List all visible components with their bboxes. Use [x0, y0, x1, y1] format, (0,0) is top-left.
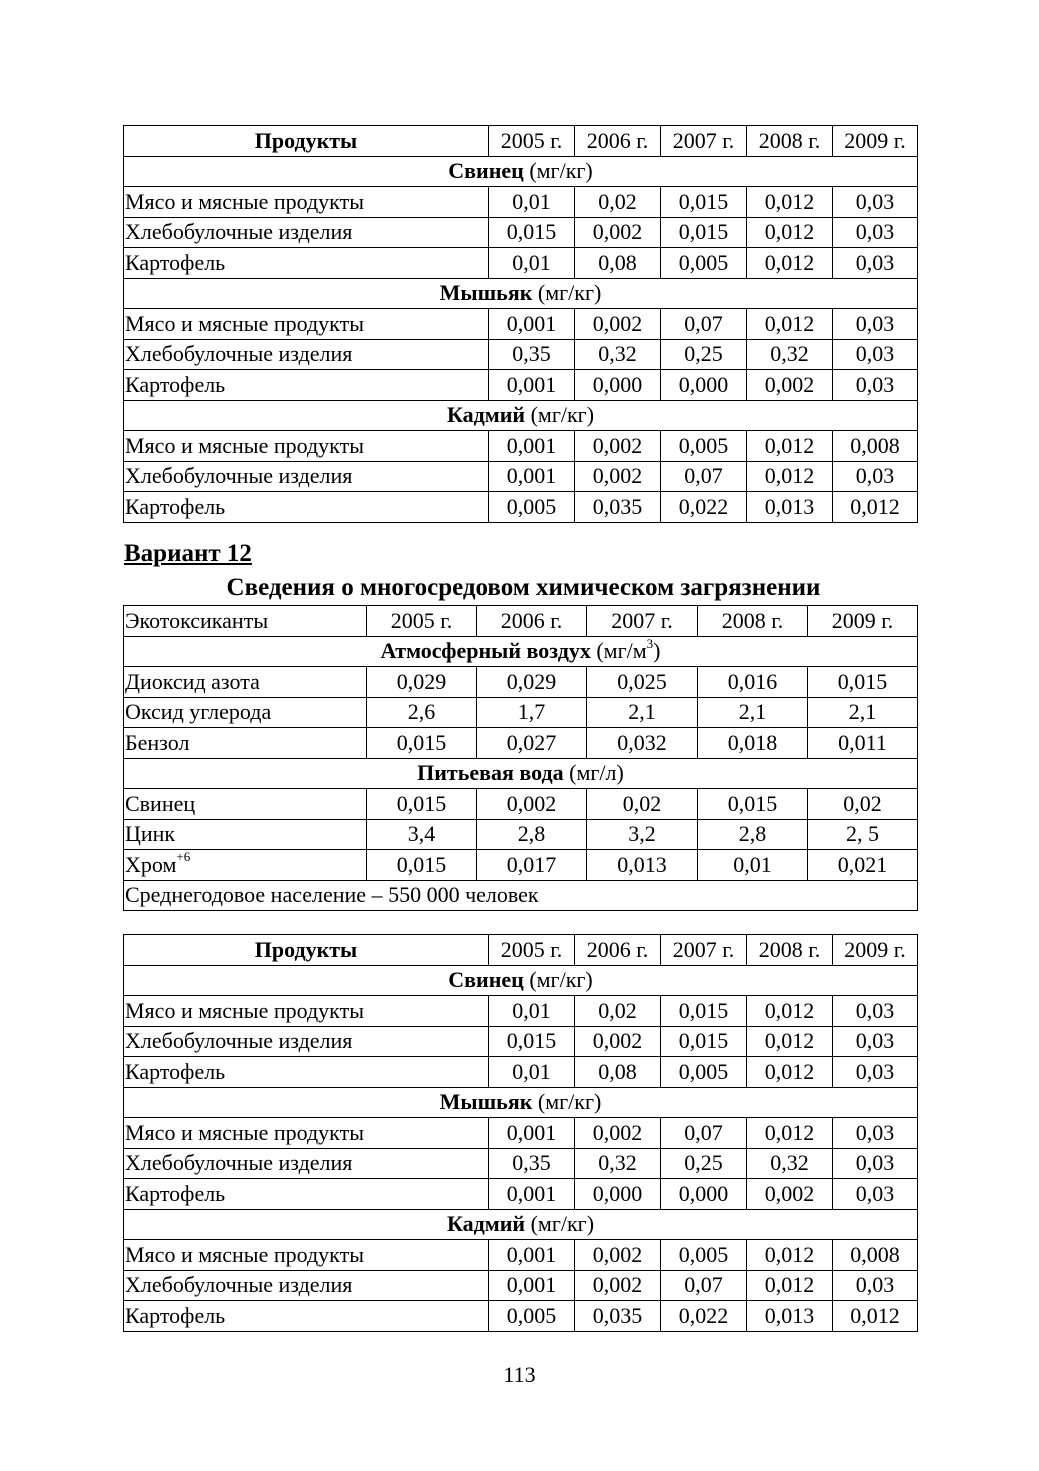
cell-value: 0,035 [575, 492, 661, 523]
cell-value: 0,001 [489, 1179, 575, 1210]
cell-value: 0,015 [698, 789, 808, 820]
row-label: Картофель [124, 248, 489, 279]
table-row [124, 789, 918, 820]
table-row [124, 309, 918, 340]
cell-value: 2,8 [477, 819, 587, 850]
table-row [124, 697, 918, 728]
row-label: Картофель [124, 1057, 489, 1088]
cell-value: 0,03 [833, 1148, 918, 1179]
row-label: Хлебобулочные изделия [124, 217, 489, 248]
cell-value: 0,025 [587, 667, 698, 698]
cell-value: 0,012 [747, 1270, 833, 1301]
section-name: Мышьяк [439, 1089, 533, 1115]
section-row-cadmium [124, 1209, 918, 1240]
cell-value: 0,012 [833, 1301, 918, 1332]
table-row [124, 431, 918, 462]
cell-value: 0,013 [587, 850, 698, 881]
section-row-lead [124, 156, 918, 187]
cell-value: 0,008 [833, 1240, 918, 1271]
cell-value: 0,07 [661, 461, 747, 492]
cell-value: 0,016 [698, 667, 808, 698]
row-label: Картофель [124, 1301, 489, 1332]
chrome-valence: +6 [176, 849, 191, 865]
page-number: 113 [503, 1362, 536, 1387]
table-row [124, 461, 918, 492]
cell-value: 2,1 [808, 697, 918, 728]
table-row [124, 1270, 918, 1301]
cell-value: 0,015 [808, 667, 918, 698]
cell-value: 0,032 [587, 728, 698, 759]
row-label: Хлебобулочные изделия [124, 1148, 489, 1179]
cell-value: 0,002 [575, 309, 661, 340]
cell-value: 2, 5 [808, 819, 918, 850]
table-row [124, 339, 918, 370]
table-row [124, 217, 918, 248]
section-name: Кадмий [446, 402, 526, 428]
row-label: Хлебобулочные изделия [124, 1270, 489, 1301]
cell-value: 0,001 [489, 309, 575, 340]
row-label: Картофель [124, 492, 489, 523]
cell-value: 0,015 [489, 217, 575, 248]
cell-value: 0,002 [747, 370, 833, 401]
unit-superscript: 3 [646, 636, 654, 651]
cell-value: 0,03 [833, 339, 918, 370]
section-unit: (мг/кг) [529, 158, 593, 184]
cell-value: 0,001 [489, 461, 575, 492]
section-header [124, 965, 918, 996]
table-row [124, 248, 918, 279]
column-header-year: 2009 г. [833, 935, 918, 966]
cell-value: 0,000 [661, 1179, 747, 1210]
cell-value: 0,02 [587, 789, 698, 820]
cell-value: 0,01 [489, 1057, 575, 1088]
cell-value: 0,32 [747, 339, 833, 370]
column-header-ecotoxicants: Экотоксиканты [124, 606, 367, 637]
table-header-row [124, 606, 918, 637]
row-label: Хлебобулочные изделия [124, 339, 489, 370]
row-label: Картофель [124, 370, 489, 401]
cell-value: 0,015 [661, 1026, 747, 1057]
table-row [124, 1118, 918, 1149]
cell-value: 0,005 [489, 492, 575, 523]
cell-value: 0,002 [747, 1179, 833, 1210]
section-header [124, 1209, 918, 1240]
row-label [124, 850, 367, 881]
row-label: Мясо и мясные продукты [124, 1118, 489, 1149]
cell-value: 0,012 [833, 492, 918, 523]
cell-value: 0,017 [477, 850, 587, 881]
row-label: Мясо и мясные продукты [124, 309, 489, 340]
cell-value: 1,7 [477, 697, 587, 728]
cell-value: 0,015 [367, 850, 477, 881]
cell-value: 0,012 [747, 309, 833, 340]
cell-value: 0,03 [833, 1179, 918, 1210]
cell-value: 0,015 [661, 217, 747, 248]
row-label: Оксид углерода [124, 697, 367, 728]
column-header-year: 2008 г. [698, 606, 808, 637]
cell-value: 0,35 [489, 1148, 575, 1179]
row-label: Картофель [124, 1179, 489, 1210]
section-unit: (мг/кг) [530, 402, 595, 428]
cell-value: 0,012 [747, 461, 833, 492]
column-header-year: 2007 г. [587, 606, 698, 637]
table-row [124, 996, 918, 1027]
cell-value: 0,07 [661, 1118, 747, 1149]
column-header-products: Продукты [124, 126, 489, 157]
cell-value: 0,002 [575, 431, 661, 462]
table-row [124, 370, 918, 401]
section-unit: (мг/кг) [530, 1211, 595, 1237]
cell-value: 0,005 [661, 431, 747, 462]
table-row [124, 728, 918, 759]
cell-value: 0,02 [575, 187, 661, 218]
section-unit [596, 638, 660, 663]
cell-value: 0,012 [747, 1240, 833, 1271]
cell-value: 0,03 [833, 461, 918, 492]
section-row-arsenic [124, 278, 918, 309]
cell-value: 0,25 [661, 339, 747, 370]
table-row [124, 187, 918, 218]
cell-value: 3,4 [367, 819, 477, 850]
column-header-year: 2005 г. [367, 606, 477, 637]
row-label: Хлебобулочные изделия [124, 1026, 489, 1057]
section-header [124, 1087, 918, 1118]
column-header-year: 2009 г. [833, 126, 918, 157]
row-label: Цинк [124, 819, 367, 850]
cell-value: 0,027 [477, 728, 587, 759]
cell-value: 0,32 [575, 1148, 661, 1179]
section-unit: (мг/кг) [537, 280, 602, 306]
cell-value: 0,03 [833, 309, 918, 340]
cell-value: 0,015 [661, 187, 747, 218]
column-header-year: 2005 г. [489, 126, 575, 157]
cell-value: 0,012 [747, 217, 833, 248]
cell-value: 0,03 [833, 1026, 918, 1057]
ecotoxicants-table [123, 605, 918, 911]
table-row [124, 667, 918, 698]
cell-value: 0,001 [489, 1270, 575, 1301]
section-name: Свинец [448, 967, 524, 993]
cell-value: 0,03 [833, 370, 918, 401]
section-header [124, 400, 918, 431]
row-label: Диоксид азота [124, 667, 367, 698]
section-row-lead [124, 965, 918, 996]
cell-value: 0,001 [489, 431, 575, 462]
column-header-products: Продукты [124, 935, 489, 966]
cell-value: 0,008 [833, 431, 918, 462]
cell-value: 0,07 [661, 309, 747, 340]
cell-value: 0,018 [698, 728, 808, 759]
variant-heading: Вариант 12 [124, 540, 252, 567]
cell-value: 0,012 [747, 187, 833, 218]
row-label: Бензол [124, 728, 367, 759]
section-row-cadmium [124, 400, 918, 431]
table-row [124, 1301, 918, 1332]
table-row [124, 850, 918, 881]
column-header-year: 2006 г. [575, 126, 661, 157]
row-label: Мясо и мясные продукты [124, 1240, 489, 1271]
cell-value: 0,001 [489, 370, 575, 401]
section-name: Мышьяк [439, 280, 533, 306]
table-row [124, 492, 918, 523]
cell-value: 0,012 [747, 996, 833, 1027]
column-header-year: 2008 г. [747, 935, 833, 966]
row-label: Хлебобулочные изделия [124, 461, 489, 492]
section-unit: (мг/л) [569, 760, 624, 786]
row-label: Мясо и мясные продукты [124, 431, 489, 462]
cell-value: 0,03 [833, 217, 918, 248]
cell-value: 0,03 [833, 187, 918, 218]
cell-value: 0,000 [575, 370, 661, 401]
products-table-top [123, 125, 918, 523]
cell-value: 0,000 [575, 1179, 661, 1210]
table-row [124, 1057, 918, 1088]
cell-value: 0,002 [575, 1240, 661, 1271]
column-header-year: 2009 г. [808, 606, 918, 637]
cell-value: 0,08 [575, 1057, 661, 1088]
section-unit: (мг/кг) [529, 967, 593, 993]
cell-value: 0,03 [833, 1057, 918, 1088]
population-row [124, 880, 918, 911]
column-header-year: 2005 г. [489, 935, 575, 966]
cell-value: 0,011 [808, 728, 918, 759]
cell-value: 0,012 [747, 1026, 833, 1057]
cell-value: 0,012 [747, 1057, 833, 1088]
cell-value: 0,03 [833, 996, 918, 1027]
cell-value: 0,08 [575, 248, 661, 279]
products-table-bottom [123, 934, 918, 1332]
chrome-label: Хром [125, 851, 177, 877]
cell-value: 0,002 [575, 217, 661, 248]
cell-value: 0,035 [575, 1301, 661, 1332]
row-label: Мясо и мясные продукты [124, 187, 489, 218]
cell-value: 0,002 [477, 789, 587, 820]
cell-value: 0,25 [661, 1148, 747, 1179]
document-title: Сведения о многосредовом химическом загрязнении [226, 574, 821, 601]
cell-value: 0,012 [747, 431, 833, 462]
cell-value: 0,01 [489, 187, 575, 218]
column-header-year: 2006 г. [575, 935, 661, 966]
cell-value: 2,6 [367, 697, 477, 728]
cell-value: 0,029 [477, 667, 587, 698]
cell-value: 0,001 [489, 1240, 575, 1271]
row-label: Свинец [124, 789, 367, 820]
cell-value: 0,07 [661, 1270, 747, 1301]
cell-value: 2,1 [698, 697, 808, 728]
section-header [124, 758, 918, 789]
section-name: Питьевая вода [417, 760, 564, 786]
cell-value: 0,012 [747, 1118, 833, 1149]
cell-value: 0,01 [698, 850, 808, 881]
table-row [124, 1179, 918, 1210]
cell-value: 0,005 [489, 1301, 575, 1332]
unit-close: ) [653, 638, 661, 664]
cell-value: 0,013 [747, 1301, 833, 1332]
section-row-arsenic [124, 1087, 918, 1118]
cell-value: 0,005 [661, 1240, 747, 1271]
section-row-air [124, 636, 918, 667]
section-header [124, 156, 918, 187]
section-header [124, 278, 918, 309]
cell-value: 0,02 [808, 789, 918, 820]
section-header [124, 636, 918, 667]
cell-value: 0,03 [833, 1118, 918, 1149]
cell-value: 0,01 [489, 248, 575, 279]
cell-value: 0,02 [575, 996, 661, 1027]
cell-value: 0,012 [747, 248, 833, 279]
row-label: Мясо и мясные продукты [124, 996, 489, 1027]
table-row [124, 1240, 918, 1271]
section-row-water [124, 758, 918, 789]
cell-value: 0,03 [833, 248, 918, 279]
cell-value: 2,1 [587, 697, 698, 728]
cell-value: 0,029 [367, 667, 477, 698]
section-unit: (мг/кг) [537, 1089, 602, 1115]
unit-text: (мг/м [596, 638, 647, 664]
cell-value: 0,002 [575, 461, 661, 492]
cell-value: 0,005 [661, 248, 747, 279]
cell-value: 0,002 [575, 1026, 661, 1057]
cell-value: 0,015 [367, 728, 477, 759]
table-row [124, 1148, 918, 1179]
section-name: Свинец [448, 158, 524, 184]
cell-value: 0,005 [661, 1057, 747, 1088]
cell-value: 0,015 [367, 789, 477, 820]
column-header-year: 2008 г. [747, 126, 833, 157]
column-header-year: 2006 г. [477, 606, 587, 637]
cell-value: 0,022 [661, 492, 747, 523]
cell-value: 0,01 [489, 996, 575, 1027]
cell-value: 0,013 [747, 492, 833, 523]
column-header-year: 2007 г. [661, 126, 747, 157]
cell-value: 0,03 [833, 1270, 918, 1301]
table-header-row [124, 935, 918, 966]
cell-value: 0,32 [575, 339, 661, 370]
cell-value: 0,021 [808, 850, 918, 881]
cell-value: 3,2 [587, 819, 698, 850]
cell-value: 0,35 [489, 339, 575, 370]
table-header-row [124, 126, 918, 157]
cell-value: 0,32 [747, 1148, 833, 1179]
cell-value: 0,000 [661, 370, 747, 401]
population-note: Среднегодовое население – 550 000 человек [124, 880, 918, 911]
cell-value: 0,015 [489, 1026, 575, 1057]
cell-value: 0,015 [661, 996, 747, 1027]
cell-value: 0,002 [575, 1270, 661, 1301]
column-header-year: 2007 г. [661, 935, 747, 966]
table-row [124, 819, 918, 850]
cell-value: 2,8 [698, 819, 808, 850]
cell-value: 0,022 [661, 1301, 747, 1332]
table-row [124, 1026, 918, 1057]
section-name: Атмосферный воздух [380, 638, 591, 664]
cell-value: 0,002 [575, 1118, 661, 1149]
section-name: Кадмий [446, 1211, 526, 1237]
cell-value: 0,001 [489, 1118, 575, 1149]
